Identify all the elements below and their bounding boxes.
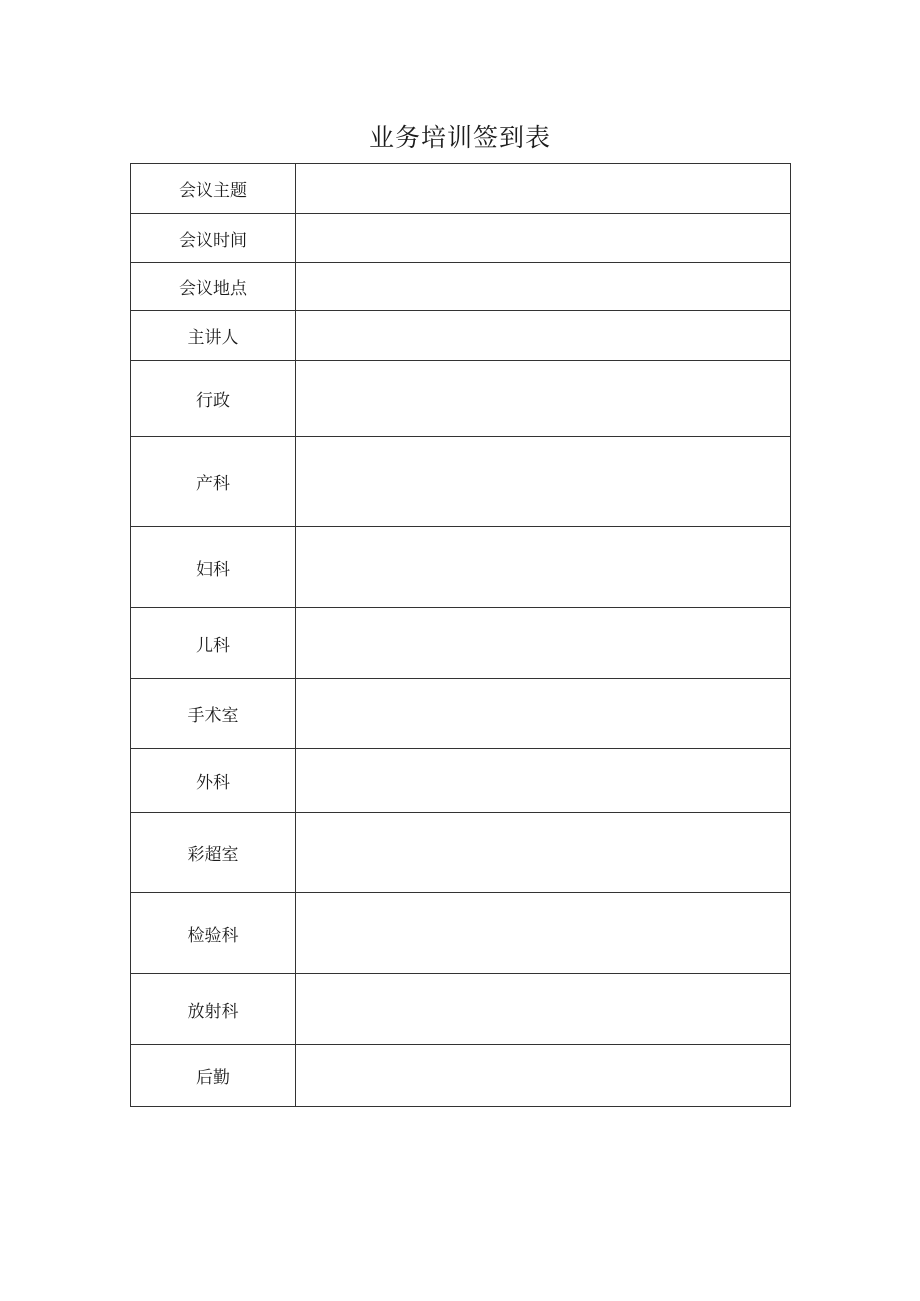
sign-in-table: [130, 163, 791, 1107]
obstetrics-signature-cell[interactable]: [296, 437, 791, 527]
row-label-laboratory: 检验科: [131, 893, 296, 974]
row-label-logistics: 后勤: [131, 1045, 296, 1107]
table-row: [131, 679, 791, 749]
table-row: [131, 214, 791, 263]
speaker-field[interactable]: [296, 311, 791, 361]
table-row: [131, 749, 791, 813]
table-row: [131, 893, 791, 974]
meeting-location-field[interactable]: [296, 263, 791, 311]
administration-signature-cell[interactable]: [296, 361, 791, 437]
table-row: [131, 974, 791, 1045]
table-row: [131, 527, 791, 608]
document-title: 业务培训签到表: [368, 123, 551, 152]
table-row: [131, 1045, 791, 1107]
row-label-meeting-location: 会议地点: [131, 263, 296, 311]
row-label-speaker: 主讲人: [131, 311, 296, 361]
table-row: [131, 263, 791, 311]
row-label-ultrasound-room: 彩超室: [131, 813, 296, 893]
surgery-signature-cell[interactable]: [296, 749, 791, 813]
table-row: [131, 437, 791, 527]
table-row: [131, 813, 791, 893]
meeting-topic-field[interactable]: [296, 164, 791, 214]
gynecology-signature-cell[interactable]: [296, 527, 791, 608]
table-row: [131, 311, 791, 361]
laboratory-signature-cell[interactable]: [296, 893, 791, 974]
table-row: [131, 361, 791, 437]
row-label-meeting-topic: 会议主题: [131, 164, 296, 214]
row-label-obstetrics: 产科: [131, 437, 296, 527]
row-label-administration: 行政: [131, 361, 296, 437]
table-row: [131, 164, 791, 214]
meeting-time-field[interactable]: [296, 214, 791, 263]
row-label-surgery: 外科: [131, 749, 296, 813]
pediatrics-signature-cell[interactable]: [296, 608, 791, 679]
table-row: [131, 608, 791, 679]
row-label-gynecology: 妇科: [131, 527, 296, 608]
row-label-pediatrics: 儿科: [131, 608, 296, 679]
logistics-signature-cell[interactable]: [296, 1045, 791, 1107]
operating-room-signature-cell[interactable]: [296, 679, 791, 749]
row-label-operating-room: 手术室: [131, 679, 296, 749]
radiology-signature-cell[interactable]: [296, 974, 791, 1045]
ultrasound-room-signature-cell[interactable]: [296, 813, 791, 893]
row-label-radiology: 放射科: [131, 974, 296, 1045]
row-label-meeting-time: 会议时间: [131, 214, 296, 263]
